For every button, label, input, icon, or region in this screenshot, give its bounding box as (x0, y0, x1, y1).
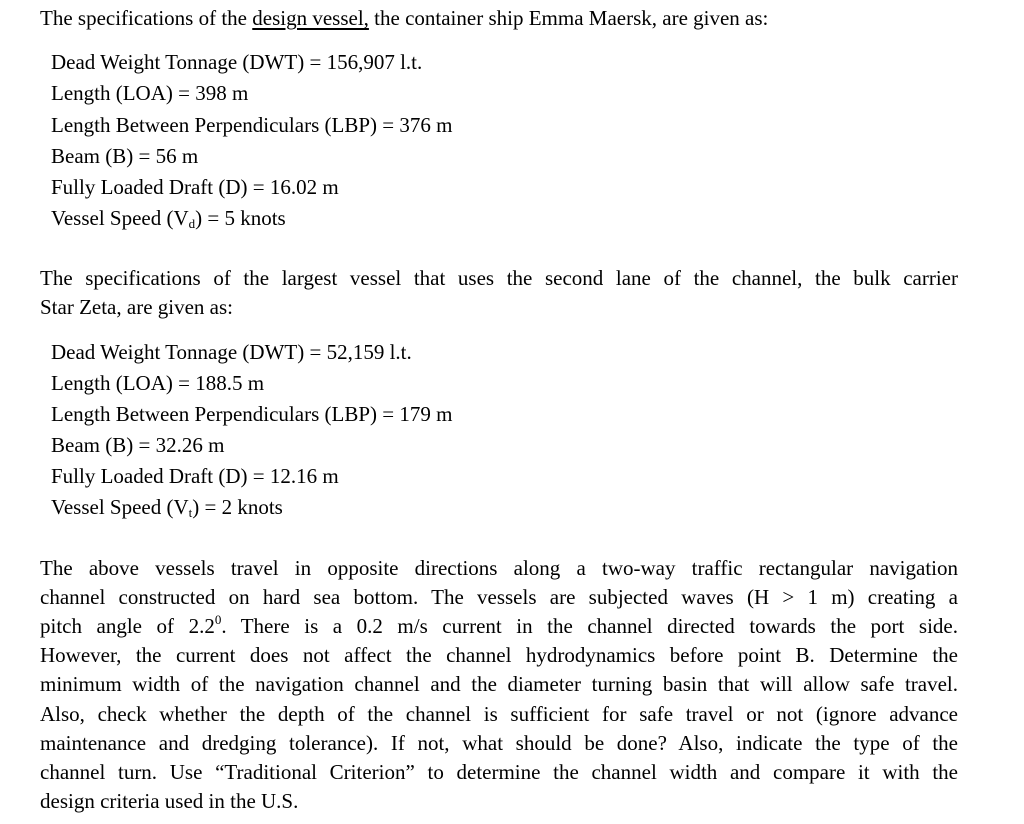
vessel2-draft: Fully Loaded Draft (D) = 12.16 m (51, 464, 339, 488)
degree-superscript: 0 (214, 612, 222, 627)
vessel2-speed (51, 495, 283, 519)
pitch-angle-text: pitch angle of 2.2 (40, 614, 215, 638)
vessel1-lbp: Length Between Perpendiculars (LBP) = 376 m (51, 113, 453, 137)
vessel1-draft: Fully Loaded Draft (D) = 16.02 m (51, 175, 339, 199)
speed-subscript: d (188, 216, 196, 231)
intro-text-before: The specifications of the (40, 6, 253, 30)
vessel1-speed (51, 206, 286, 230)
vessel2-beam: Beam (B) = 32.26 m (51, 433, 225, 457)
speed-value: ) = 2 knots (192, 495, 283, 519)
problem-line-7: maintenance and dredging tolerance). If not, what should be done? Also, indicate the type of the (40, 731, 958, 755)
problem-line-4: However, the current does not affect the channel hydrodynamics before point B. Determine the (40, 643, 958, 667)
vessel2-dwt: Dead Weight Tonnage (DWT) = 52,159 l.t. (51, 340, 412, 364)
intro-text-after: the container ship Emma Maersk, are given as: (368, 6, 769, 30)
intro2-line2: Star Zeta, are given as: (40, 295, 233, 319)
speed-value: ) = 5 knots (195, 206, 286, 230)
speed-label: Vessel Speed (V (51, 206, 189, 230)
design-vessel-term: design vessel, (252, 6, 369, 30)
problem-line-8: channel turn. Use “Traditional Criterion” to determine the channel width and compare it with the (40, 760, 958, 784)
intro2-line1: The specifications of the largest vessel that uses the second lane of the channel, the bulk carrier (40, 266, 958, 290)
vessel1-beam: Beam (B) = 56 m (51, 144, 199, 168)
vessel1-loa: Length (LOA) = 398 m (51, 81, 249, 105)
vessel2-loa: Length (LOA) = 188.5 m (51, 371, 265, 395)
speed-label: Vessel Speed (V (51, 495, 189, 519)
problem-line-3 (40, 614, 958, 638)
intro-design-vessel (40, 6, 768, 30)
problem-line-2: channel constructed on hard sea bottom. The vessels are subjected waves (H > 1 m) creating a (40, 585, 958, 609)
problem-line-5: minimum width of the navigation channel and the diameter turning basin that will allow safe travel. (40, 672, 958, 696)
problem-line-9: design criteria used in the U.S. (40, 789, 299, 813)
problem-line-6: Also, check whether the depth of the channel is sufficient for safe travel or not (ignore advance (40, 702, 958, 726)
current-text: . There is a 0.2 m/s current in the channel directed towards the port side. (221, 614, 958, 638)
speed-subscript: t (188, 505, 193, 520)
problem-line-1: The above vessels travel in opposite directions along a two-way traffic rectangular navigation (40, 556, 958, 580)
vessel2-lbp: Length Between Perpendiculars (LBP) = 179 m (51, 402, 453, 426)
vessel1-dwt: Dead Weight Tonnage (DWT) = 156,907 l.t. (51, 50, 423, 74)
